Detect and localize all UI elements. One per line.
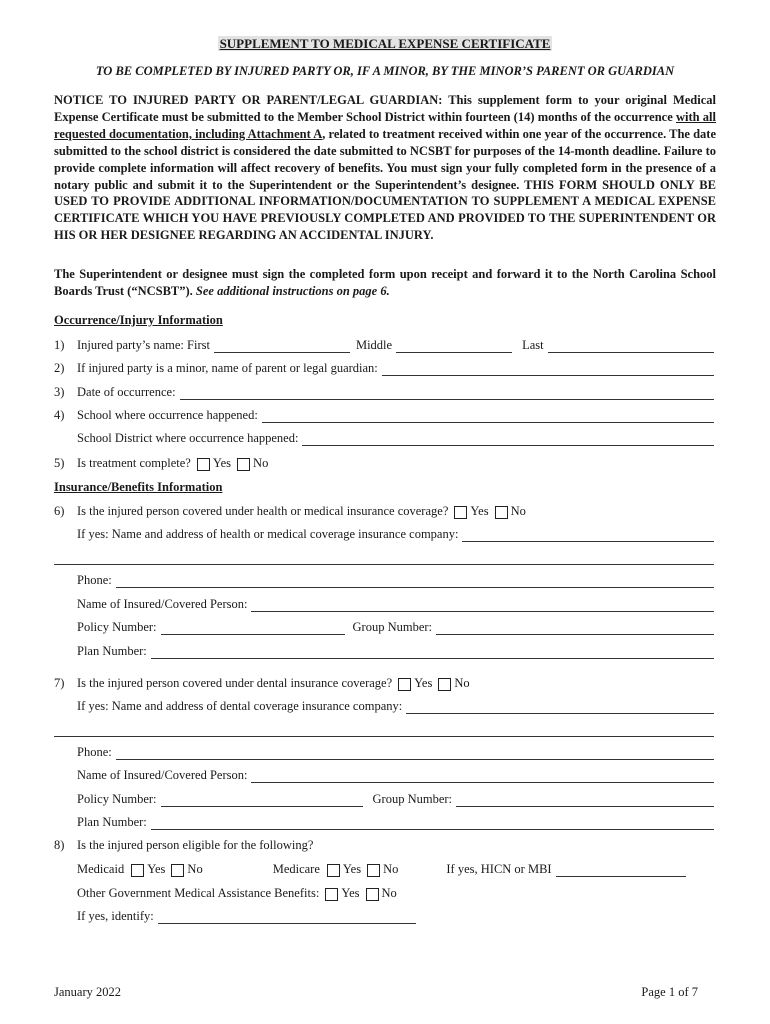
question-1-row [54,337,716,353]
no-label: No [454,676,470,690]
school-field[interactable] [262,411,714,423]
occurrence-date-label: Date of occurrence: [77,385,176,399]
identify-label: If yes, identify: [77,909,154,923]
notice-paragraph: NOTICE TO INJURED PARTY OR PARENT/LEGAL GUARDIAN: This supplement form to your original Medical Expense Certificate must be submitted to the Member School District within fourteen (14) months of the occurrence with all requested documentation, including Attachment A, related to treatment received within one year of the occurrence. The date submitted to the school district is considered the date submitted to NCSBT for purposes of the 14-month deadline. Failure to provide complete information will affect recovery of benefits. You must sign your fully completed form in the presence of a notary public and submit it to the Superintendent or the Superintendent’s designee. THIS FORM SHOULD ONLY BE USED TO PROVIDE ADDITIONAL INFORMATION/DOCUMENTATION TO SUPPLEMENT A MEDICAL EXPENSE CERTIFICATE WHICH YOU HAVE PREVIOUSLY COMPLETED AND PROVIDED TO THE SUPERINTENDENT OR HIS OR HER DESIGNEE REGARDING AN ACCIDENTAL INJURY. [54,93,716,243]
hicn-label: If yes, HICN or MBI [446,862,552,876]
treatment-yes-checkbox[interactable] [197,458,210,471]
dental-group-label: Group Number: [372,792,453,806]
question-2-row [54,360,716,376]
medicare-yes-checkbox[interactable] [327,864,340,877]
dental-insurer-row [54,698,716,714]
dental-plan-label: Plan Number: [77,815,147,829]
question-number: 4) [54,408,65,422]
health-insurer-label: If yes: Name and address of health or medical coverage insurance company: [77,527,459,541]
yes-label: Yes [341,886,360,900]
school-district-field[interactable] [302,434,714,446]
form-subtitle: TO BE COMPLETED BY INJURED PARTY OR, IF A MINOR, BY THE MINOR’S PARENT OR GUARDIAN [95,64,675,78]
dental-coverage-label: Is the injured person covered under dental insurance coverage? [77,676,393,690]
form-title: SUPPLEMENT TO MEDICAL EXPENSE CERTIFICATE [219,36,551,51]
medicaid-medicare-row [54,861,716,877]
school-district-label: School District where occurrence happened: [77,431,299,445]
last-name-label: Last [522,338,544,352]
medicaid-label: Medicaid [77,862,125,876]
question-number: 2) [54,361,65,375]
dental-plan-field[interactable] [151,818,714,830]
section-insurance-heading: Insurance/Benefits Information [54,480,223,494]
health-phone-field[interactable] [116,576,714,588]
other-benefits-row [54,885,716,901]
other-no-checkbox[interactable] [366,888,379,901]
question-number: 3) [54,385,65,399]
health-insurer-field[interactable] [462,530,714,542]
question-number: 7) [54,676,65,690]
dental-no-checkbox[interactable] [438,678,451,691]
question-6-row [54,503,716,519]
question-number: 6) [54,504,65,518]
no-label: No [381,886,397,900]
yes-label: Yes [470,504,489,518]
middle-name-field[interactable] [396,341,512,353]
health-policy-label: Policy Number: [77,620,157,634]
identify-field[interactable] [158,912,416,924]
health-group-field[interactable] [436,623,714,635]
health-insured-row [54,596,716,612]
signature-note: The Superintendent or designee must sign the completed form upon receipt and forward it to the North Carolina School Boards Trust (“NCSBT”). See additional instructions on page 6. [54,267,716,298]
health-insured-field[interactable] [251,600,714,612]
occurrence-date-field[interactable] [180,388,714,400]
other-benefits-label: Other Government Medical Assistance Benefits: [77,886,320,900]
dental-yes-checkbox[interactable] [398,678,411,691]
school-label: School where occurrence happened: [77,408,258,422]
dental-phone-label: Phone: [77,745,112,759]
school-district-row [54,430,716,446]
dental-insured-field[interactable] [251,771,714,783]
question-8-row [54,837,716,853]
question-number: 8) [54,838,65,852]
guardian-name-label: If injured party is a minor, name of parent or legal guardian: [77,361,378,375]
eligibility-label: Is the injured person eligible for the following? [77,838,314,852]
health-coverage-label: Is the injured person covered under health or medical insurance coverage? [77,504,449,518]
health-no-checkbox[interactable] [495,506,508,519]
health-insurer-row [54,526,716,542]
treatment-no-checkbox[interactable] [237,458,250,471]
question-3-row [54,384,716,400]
health-group-label: Group Number: [352,620,433,634]
dental-phone-row [54,744,716,760]
health-insurer-address-field[interactable] [54,553,714,565]
question-number: 1) [54,338,65,352]
dental-insured-label: Name of Insured/Covered Person: [77,768,248,782]
question-5-row [54,455,716,471]
health-policy-row [54,619,716,635]
yes-label: Yes [414,676,433,690]
health-policy-field[interactable] [161,623,345,635]
health-insurer-address-row [54,549,716,565]
dental-policy-row [54,791,716,807]
yes-label: Yes [147,862,166,876]
guardian-name-field[interactable] [382,364,714,376]
health-yes-checkbox[interactable] [454,506,467,519]
dental-policy-label: Policy Number: [77,792,157,806]
medicare-label: Medicare [272,862,320,876]
dental-insurer-field[interactable] [406,702,714,714]
footer-date: January 2022 [54,985,121,999]
health-phone-row [54,572,716,588]
hicn-field[interactable] [556,865,686,877]
dental-insurer-label: If yes: Name and address of dental coverage insurance company: [77,699,403,713]
dental-phone-field[interactable] [116,748,714,760]
dental-policy-field[interactable] [161,795,363,807]
section-occurrence-heading: Occurrence/Injury Information [54,313,223,327]
health-plan-field[interactable] [151,647,714,659]
footer-page-number: Page 1 of 7 [641,985,698,999]
other-yes-checkbox[interactable] [325,888,338,901]
no-label: No [187,862,203,876]
medicare-no-checkbox[interactable] [367,864,380,877]
question-4-row [54,407,716,423]
dental-insured-row [54,767,716,783]
first-name-label: Injured party’s name: First [77,338,210,352]
dental-insurer-address-field[interactable] [54,725,714,737]
no-label: No [253,456,269,470]
medicaid-yes-checkbox[interactable] [131,864,144,877]
no-label: No [383,862,399,876]
dental-plan-row [54,814,716,830]
last-name-field[interactable] [548,341,714,353]
health-phone-label: Phone: [77,573,112,587]
medicaid-no-checkbox[interactable] [171,864,184,877]
middle-name-label: Middle [355,338,393,352]
yes-label: Yes [212,456,232,470]
dental-insurer-address-row [54,721,716,737]
dental-group-field[interactable] [456,795,714,807]
question-number: 5) [54,456,65,470]
first-name-field[interactable] [214,341,350,353]
health-plan-row [54,643,716,659]
no-label: No [510,504,526,518]
health-plan-label: Plan Number: [77,644,147,658]
question-7-row [54,675,716,691]
yes-label: Yes [342,862,362,876]
identify-row [54,908,716,924]
treatment-complete-label: Is treatment complete? [77,456,191,470]
health-insured-label: Name of Insured/Covered Person: [77,597,248,611]
